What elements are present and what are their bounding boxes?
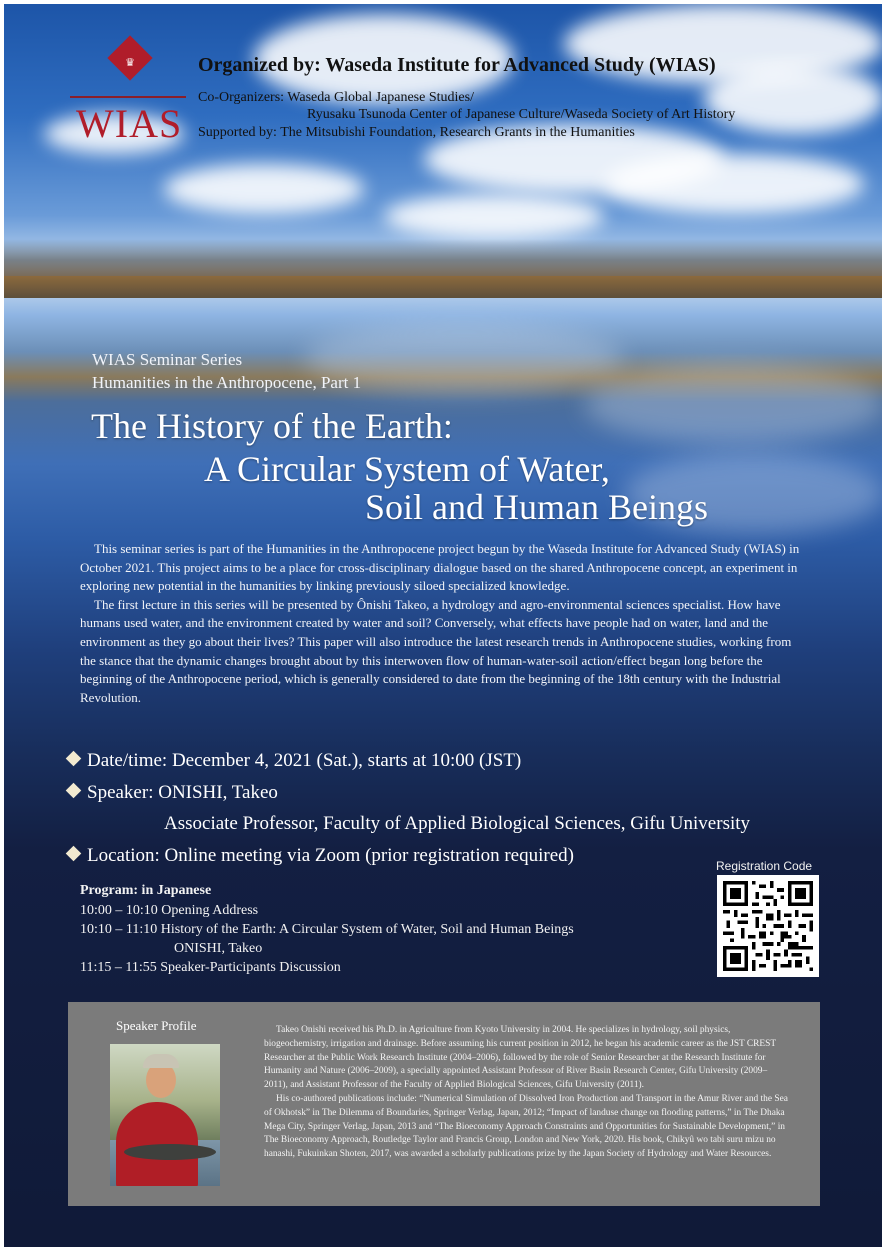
speaker-profile-heading: Speaker Profile [116, 1018, 197, 1033]
riverbank [4, 276, 882, 298]
co-organizers-line1: Co-Organizers: Waseda Global Japanese Studies/ [198, 90, 474, 105]
speaker-profile-text [264, 1024, 790, 1162]
speaker-text: Speaker: ONISHI, Takeo [87, 782, 278, 803]
program-item-speaker: ONISHI, Takeo [174, 941, 263, 956]
photo-fish [124, 1144, 216, 1160]
cloud [384, 194, 604, 239]
co-organizers-line2: Ryusaku Tsunoda Center of Japanese Culture/Waseda Society of Art History [307, 107, 736, 122]
qr-code-icon [723, 881, 813, 971]
diamond-bullet-icon [66, 783, 82, 799]
cloud [604, 154, 864, 214]
program-heading: Program: in Japanese [80, 883, 212, 898]
series-name: WIAS Seminar Series [92, 350, 243, 369]
speaker-affiliation: Associate Professor, Faculty of Applied Biological Sciences, Gifu University [164, 813, 751, 834]
program-item: 11:15 – 11:55 Speaker-Participants Discussion [80, 960, 341, 975]
supported-by: Supported by: The Mitsubishi Foundation, Research Grants in the Humanities [198, 125, 635, 140]
photo-person-cap [143, 1054, 179, 1068]
crest-icon: ♛ [125, 57, 135, 69]
abstract-paragraph: This seminar series is part of the Humanities in the Anthropocene project begun by the Waseda Institute for Advanced Study (WIAS) in October 2021. This project aims to be a place for cross-disciplinary dialogue based on the shared Anthropocene concept, an experiment in exploring new potential in the humanities by linking previously siloed specialized knowledge. [80, 541, 800, 594]
profile-paragraph: Takeo Onishi received his Ph.D. in Agriculture from Kyoto University in 2004. He specializes in hydrology, soil physics, biogeochemistry, irrigation and drainage. Before assuming his current position in 2012, he began his academic career as the JST CREST Researcher at the Public Work Research Institute (2004–2006), followed by the role of Senior Researcher at the Research Institute for Humanity and Nature (2006–2009), a specially appointed Assistant Professor of River Basin Research Center, Gifu University (2009–2011), and Assistant Professor of the Faculty of Applied Biological Sciences, Gifu University (2011). [264, 1025, 776, 1091]
logo-rule [70, 96, 186, 98]
speaker-photo [110, 1044, 220, 1186]
registration-code-label: Registration Code [716, 859, 813, 873]
date-time [64, 750, 521, 772]
cloud [704, 64, 882, 134]
treeline [4, 239, 882, 281]
location-text: Location: Online meeting via Zoom (prior registration required) [87, 845, 574, 866]
location [64, 845, 574, 867]
series-part: Humanities in the Anthropocene, Part 1 [92, 373, 362, 392]
diamond-bullet-icon [66, 751, 82, 767]
logo-text: WIAS [76, 101, 183, 146]
speaker [64, 782, 278, 804]
date-time-text: Date/time: December 4, 2021 (Sat.), starts at 10:00 (JST) [87, 750, 522, 771]
profile-paragraph: His co-authored publications include: “Numerical Simulation of Dissolved Iron Production and Transport in the Amur River and the Sea of Okhotsk” in The Dilemma of Boundaries, Springer Verlag, Japan, 2012; “Impact of landuse change on flooding patterns,” in The Dhaka Mega City, Springer Verlag, Japan, 2013 and “The Bioeconomy Approach Constraints and Opportunities for Sustainable Development,” in The Bioeconomy Approach, Routledge Taylor and Francis Group, London and New York, 2020. His book, Chikyû wo tabi suru mizu no hanashi, Fukuinkan Shoten, 2017, was awarded a scholarly publications prize by the Japan Society of Hydrology and Water Resources. [264, 1093, 788, 1160]
poster [4, 4, 882, 1247]
title-line2: A Circular System of Water, [204, 449, 610, 489]
organized-by: Organized by: Waseda Institute for Advanced Study (WIAS) [198, 54, 716, 76]
diamond-bullet-icon [66, 846, 82, 862]
cloud [164, 164, 364, 214]
title-line3: Soil and Human Beings [365, 487, 708, 527]
abstract-paragraph: The first lecture in this series will be presented by Ônishi Takeo, a hydrology and agro-environmental sciences specialist. How have humans used water, and the environment created by water and soil? Conversely, what effects have people had on water, land and the environment as they go about their lives? This paper will also introduce the latest research trends in Anthropocene studies, working from the stance that the dynamic changes brought about by this interwoven flow of human-water-soil action/effect began long before the beginning of the Anthropocene period, which is generally considered to date from the beginning of the 18th century with the Industrial Revolution. [80, 596, 792, 705]
program-item: 10:00 – 10:10 Opening Address [80, 903, 259, 918]
title-line1: The History of the Earth: [91, 406, 453, 446]
registration-qr-code[interactable] [717, 875, 819, 977]
cloud-reflection [584, 364, 882, 444]
abstract [80, 540, 802, 707]
speaker-profile-box [68, 1002, 820, 1206]
program-item: 10:10 – 11:10 History of the Earth: A Circular System of Water, Soil and Human Beings [80, 922, 574, 937]
